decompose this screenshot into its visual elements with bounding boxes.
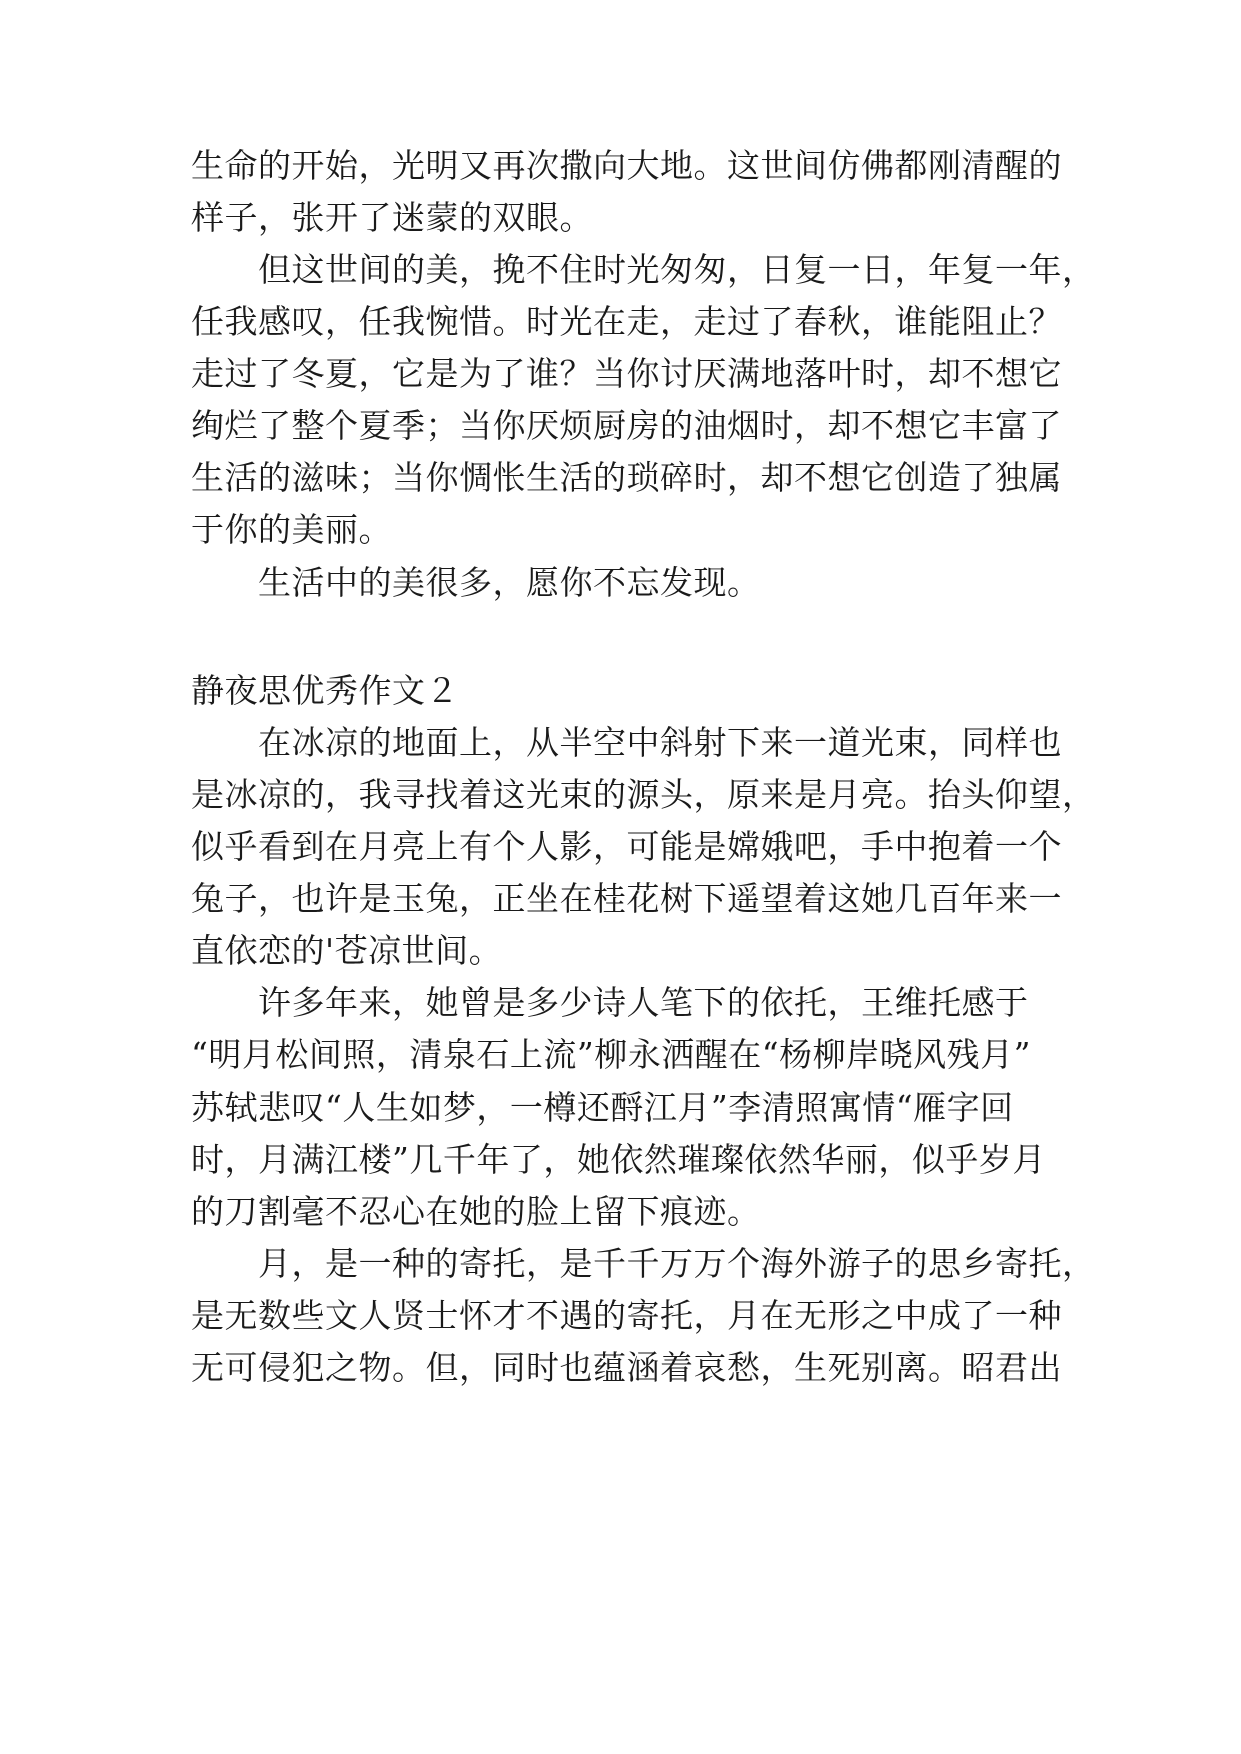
text-line: 于你的美丽。 bbox=[191, 510, 392, 549]
paragraph-first-line: 许多年来，她曾是多少诗人笔下的依托，王维托感于 bbox=[258, 983, 1029, 1022]
section-heading: 静夜思优秀作文２ bbox=[191, 671, 459, 710]
text-line: 生命的开始，光明又再次撒向大地。这世间仿佛都刚清醒的 bbox=[191, 146, 1062, 185]
text-line: 任我感叹，任我惋惜。时光在走，走过了春秋，谁能阻止？ bbox=[191, 302, 1062, 341]
text-line: 样子，张开了迷蒙的双眼。 bbox=[191, 198, 593, 237]
text-line: 是无数些文人贤士怀才不遇的寄托，月在无形之中成了一种 bbox=[191, 1296, 1062, 1335]
paragraph-first-line: 月，是一种的寄托，是千千万万个海外游子的思乡寄托， bbox=[258, 1244, 1096, 1283]
paragraph-first-line: 但这世间的美，挽不住时光匆匆，日复一日，年复一年， bbox=[258, 250, 1096, 289]
text-line: 走过了冬夏，它是为了谁？当你讨厌满地落叶时，却不想它 bbox=[191, 354, 1062, 393]
text-line: 时，月满江楼”几千年了，她依然璀璨依然华丽，似乎岁月 bbox=[191, 1140, 1046, 1179]
text-line: 是冰凉的，我寻找着这光束的源头，原来是月亮。抬头仰望， bbox=[191, 775, 1096, 814]
paragraph-first-line: 生活中的美很多，愿你不忘发现。 bbox=[258, 563, 761, 602]
text-line: 绚烂了整个夏季；当你厌烦厨房的油烟时，却不想它丰富了 bbox=[191, 406, 1062, 445]
text-line: 生活的滋味；当你惆怅生活的琐碎时，却不想它创造了独属 bbox=[191, 458, 1062, 497]
text-line: 直依恋的'苍凉世间。 bbox=[191, 931, 503, 970]
text-line: 无可侵犯之物。但，同时也蕴涵着哀愁，生死别离。昭君出 bbox=[191, 1348, 1062, 1387]
text-line: 苏轼悲叹“人生如梦，一樽还酹江月”李清照寓情“雁字回 bbox=[191, 1088, 1014, 1127]
text-line: “明月松间照，清泉石上流”柳永洒醒在“杨柳岸晓风残月” bbox=[191, 1035, 1031, 1074]
text-line: 似乎看到在月亮上有个人影，可能是嫦娥吧，手中抱着一个 bbox=[191, 827, 1062, 866]
paragraph-first-line: 在冰凉的地面上，从半空中斜射下来一道光束，同样也 bbox=[258, 723, 1062, 762]
text-line: 兔子，也许是玉兔，正坐在桂花树下遥望着这她几百年来一 bbox=[191, 879, 1062, 918]
text-line: 的刀割毫不忍心在她的脸上留下痕迹。 bbox=[191, 1192, 761, 1231]
